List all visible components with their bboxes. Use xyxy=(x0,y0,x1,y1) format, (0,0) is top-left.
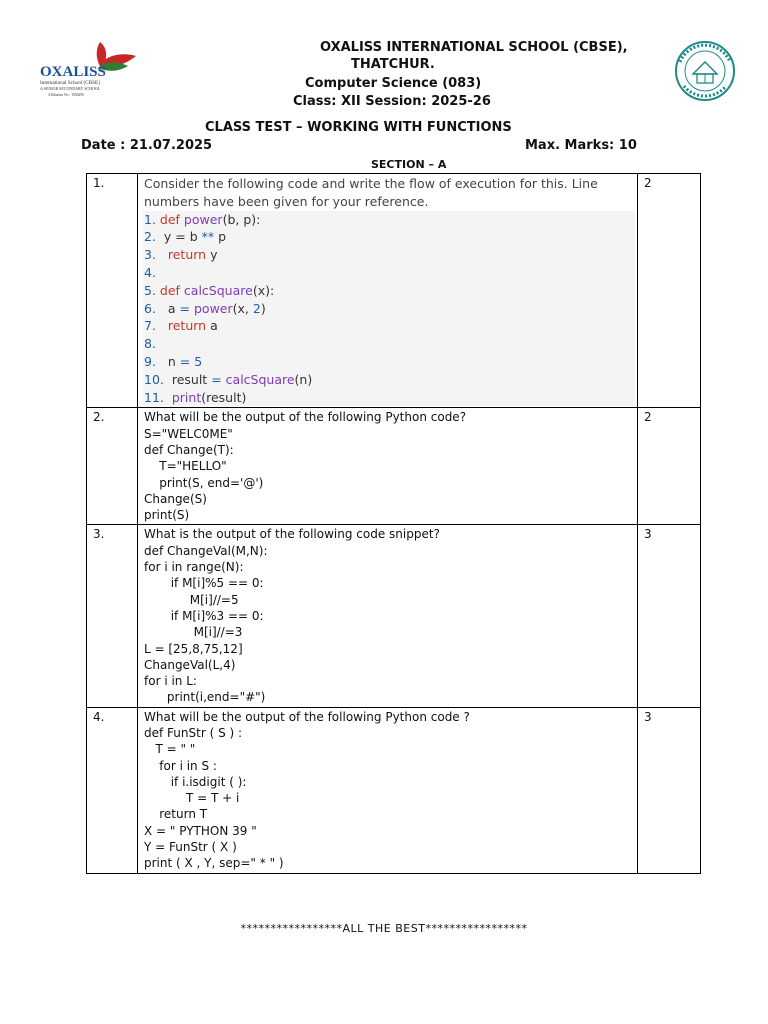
code-token: ) xyxy=(260,300,266,316)
code-line: S="WELC0ME" xyxy=(144,426,233,441)
code-token: power xyxy=(193,300,233,316)
question-marks: 3 xyxy=(638,525,701,707)
max-marks: Max. Marks: 10 xyxy=(525,138,637,153)
code-line xyxy=(144,211,634,229)
question-number: 2. xyxy=(87,408,138,525)
line-number: 6. xyxy=(144,300,156,316)
test-title: CLASS TEST – WORKING WITH FUNCTIONS xyxy=(205,120,512,135)
code-line: Y = FunStr ( X ) xyxy=(144,840,237,855)
line-number: 7. xyxy=(144,318,156,334)
question-body xyxy=(138,174,638,408)
school-location: THATCHUR. xyxy=(351,57,435,72)
line-number: 4. xyxy=(144,264,156,280)
code-block xyxy=(143,211,635,407)
code-line xyxy=(144,371,634,389)
code-line: for i in L: xyxy=(144,674,197,689)
question-body xyxy=(138,408,638,525)
question-body xyxy=(138,525,638,707)
code-line: print(S, end='@') xyxy=(144,475,264,490)
logo-sub2: A SENIOR SECONDARY SCHOOL xyxy=(40,86,101,91)
code-line: M[i]//=3 xyxy=(144,625,243,640)
question-number: 4. xyxy=(87,707,138,873)
code-line: T = " " xyxy=(144,742,196,757)
school-name: OXALISS INTERNATIONAL SCHOOL (CBSE), xyxy=(320,40,628,55)
code-line xyxy=(144,389,634,407)
code-token: (result) xyxy=(201,389,247,405)
logo-name: OXALISS xyxy=(40,64,106,80)
code-token: (n) xyxy=(294,371,313,387)
code-line: T="HELLO" xyxy=(144,459,227,474)
code-token: result xyxy=(167,371,212,387)
code-token: calcSquare xyxy=(183,282,253,298)
school-logo xyxy=(38,38,138,98)
line-number: 9. xyxy=(144,353,156,369)
code-token: = 5 xyxy=(179,353,203,369)
code-line: if i.isdigit ( ): xyxy=(144,774,247,789)
cbse-seal-logo xyxy=(668,40,742,102)
subject-title: Computer Science (083) xyxy=(305,76,482,91)
code-token xyxy=(160,247,168,262)
footer-text: *****************ALL THE BEST***************** xyxy=(240,922,528,935)
code-token: = xyxy=(211,371,222,387)
code-token: 2 xyxy=(252,300,261,316)
question-marks: 2 xyxy=(638,408,701,525)
question-row xyxy=(87,408,701,525)
code-token: (x): xyxy=(252,282,275,298)
question-row xyxy=(87,525,701,707)
code-line: for i in range(N): xyxy=(144,560,244,575)
question-text: What is the output of the following code snippet? xyxy=(144,527,440,542)
question-text: What will be the output of the following Python code? xyxy=(144,410,467,425)
question-body xyxy=(138,707,638,873)
question-number: 1. xyxy=(87,174,138,408)
question-row xyxy=(87,174,701,408)
question-row xyxy=(87,707,701,873)
code-token: ** xyxy=(201,229,215,245)
exam-date: Date : 21.07.2025 xyxy=(81,138,213,153)
code-token: y xyxy=(206,247,218,263)
question-text: numbers have been given for your reference. xyxy=(144,193,429,209)
code-token: power xyxy=(183,211,223,227)
code-line xyxy=(144,228,634,246)
class-session: Class: XII Session: 2025-26 xyxy=(293,94,491,109)
code-line xyxy=(144,317,634,335)
code-line: def FunStr ( S ) : xyxy=(144,726,243,740)
line-number: 2. xyxy=(144,229,156,245)
code-token: (b, p): xyxy=(222,211,261,227)
line-number: 5. xyxy=(144,282,156,298)
section-label: SECTION – A xyxy=(371,158,447,171)
code-line xyxy=(144,264,634,282)
code-line xyxy=(144,335,634,353)
question-text: Consider the following code and write the flow of execution for this. Line xyxy=(144,176,598,191)
code-line: print ( X , Y, sep=" * " ) xyxy=(144,856,284,871)
question-number: 3. xyxy=(87,525,138,707)
question-text: What will be the output of the following Python code ? xyxy=(144,709,470,724)
code-token: calcSquare xyxy=(225,371,295,387)
code-token: a xyxy=(159,300,180,316)
code-token: print xyxy=(171,389,202,405)
code-line: T = T + i xyxy=(144,791,240,806)
code-line: ChangeVal(L,4) xyxy=(144,657,236,672)
code-token: = xyxy=(179,300,190,316)
code-token: return xyxy=(167,318,207,334)
code-line: print(S) xyxy=(144,508,190,523)
line-number: 3. xyxy=(144,247,156,263)
code-line: def ChangeVal(M,N): xyxy=(144,543,268,558)
code-token: def xyxy=(159,211,184,227)
code-line: for i in S : xyxy=(144,758,217,773)
code-token: (x, xyxy=(232,300,253,316)
line-number: 10. xyxy=(144,371,164,387)
code-line xyxy=(144,300,634,318)
line-number: 8. xyxy=(144,336,156,352)
code-line: def Change(T): xyxy=(144,442,234,457)
code-line: return T xyxy=(144,807,208,822)
code-line xyxy=(144,353,634,371)
logo-sub1: International School (CBSE) xyxy=(40,80,100,86)
logo-sub3: Affiliation No : 1930490 xyxy=(48,93,84,97)
code-token: y = b xyxy=(159,229,202,245)
question-marks: 2 xyxy=(638,174,701,408)
code-line xyxy=(144,282,634,300)
code-line: M[i]//=5 xyxy=(144,592,239,607)
code-line: L = [25,8,75,12] xyxy=(144,641,243,656)
question-marks: 3 xyxy=(638,707,701,873)
code-line: if M[i]%3 == 0: xyxy=(144,608,264,623)
code-line: X = " PYTHON 39 " xyxy=(144,823,257,838)
code-line xyxy=(144,246,634,264)
line-number: 1. xyxy=(144,211,156,227)
code-token: a xyxy=(206,318,218,334)
code-line: print(i,end="#") xyxy=(144,690,266,705)
code-line: if M[i]%5 == 0: xyxy=(144,576,264,591)
code-line: Change(S) xyxy=(144,491,207,506)
line-number: 11. xyxy=(144,389,164,405)
code-token: def xyxy=(159,282,184,298)
code-token: p xyxy=(214,229,227,245)
code-token: n xyxy=(159,353,180,369)
question-table xyxy=(86,173,701,874)
code-token xyxy=(160,318,168,333)
code-token: return xyxy=(167,247,207,263)
